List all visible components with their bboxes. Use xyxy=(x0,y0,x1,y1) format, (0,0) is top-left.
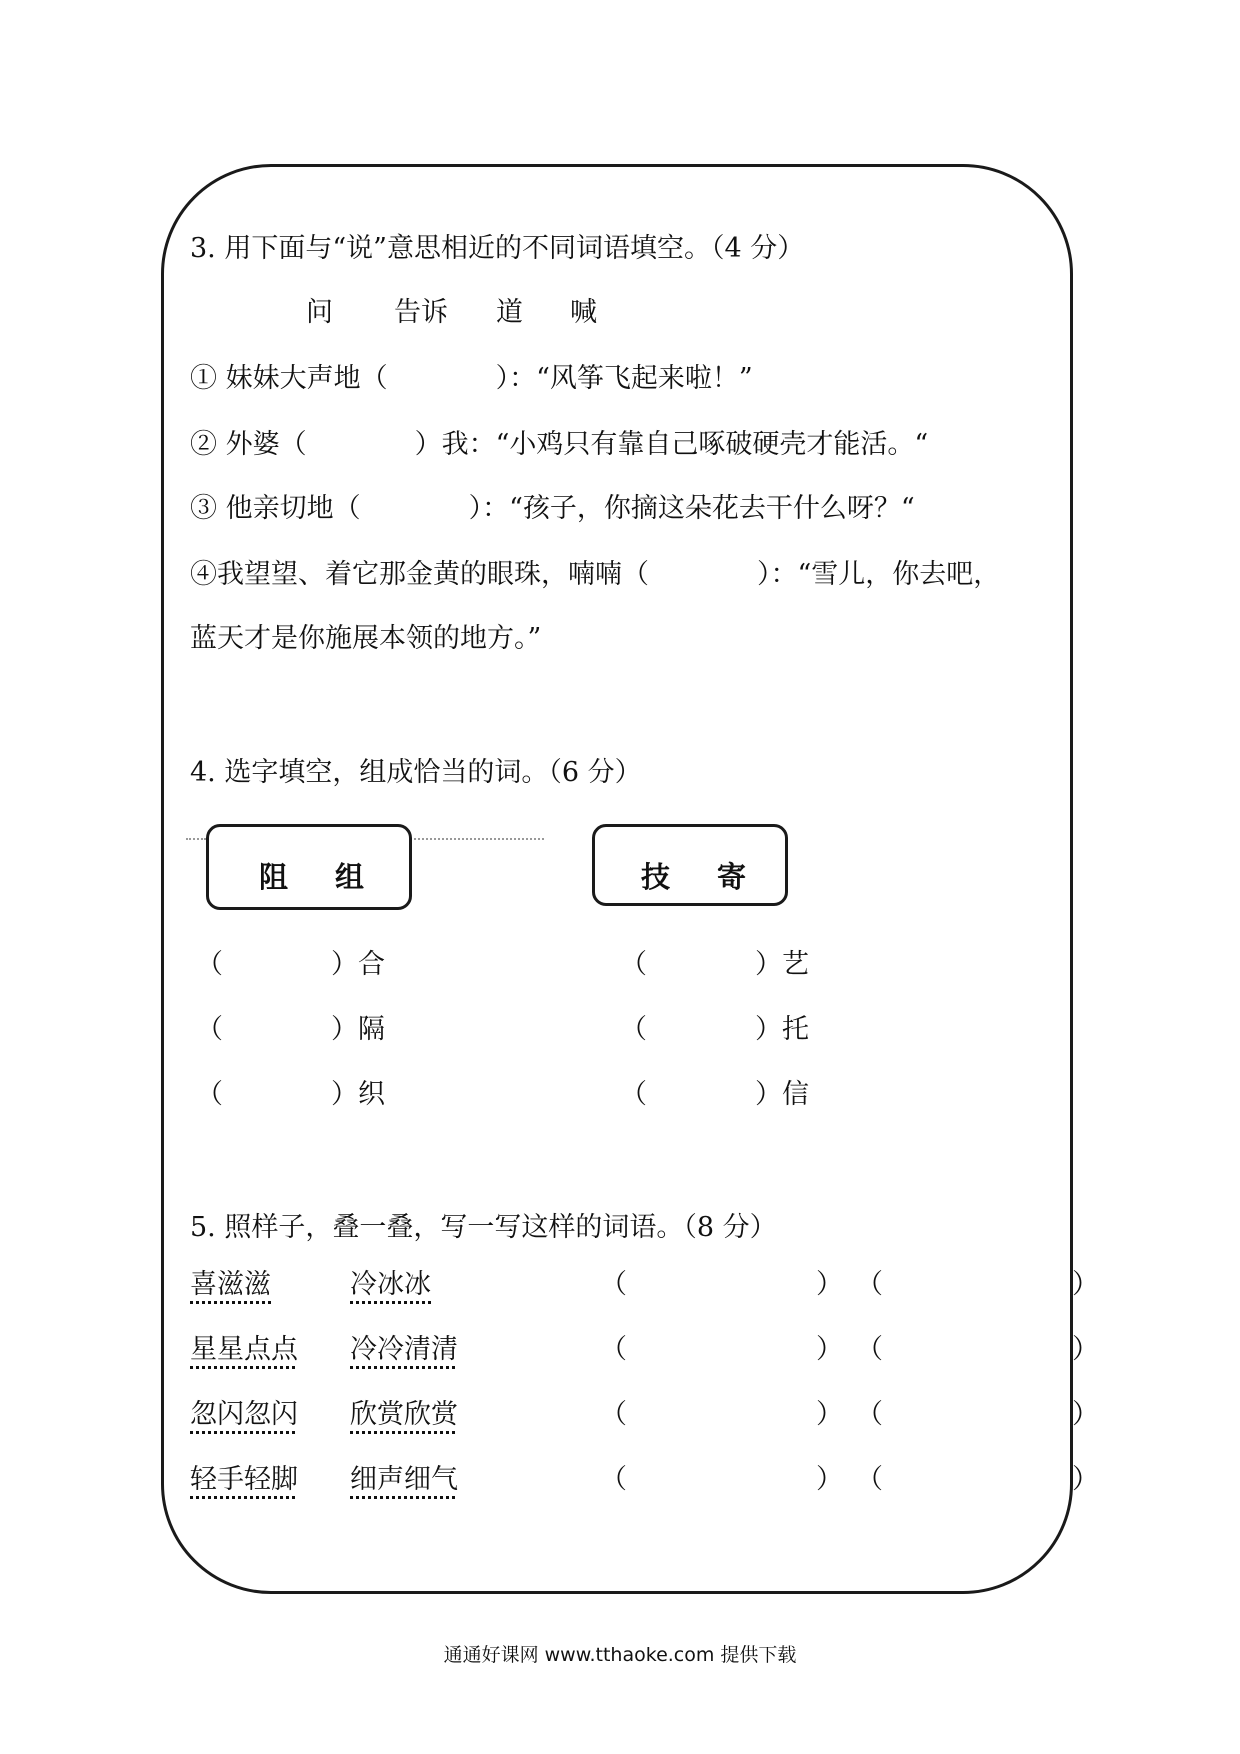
q3-item: ③ 他亲切地（ ）：“孩子，你摘这朵花去干什么呀？“ xyxy=(190,493,915,524)
word-bank-item: 道 xyxy=(496,297,523,328)
q3-title: 3. 用下面与“说”意思相近的不同词语填空。（4 分） xyxy=(190,233,805,264)
answer-blank: （ ） xyxy=(600,1399,843,1430)
char-choice-box-2 xyxy=(592,824,788,906)
q3-word-bank xyxy=(0,296,1240,330)
answer-blank: （ ） xyxy=(600,1464,843,1495)
answer-blank: （ ） xyxy=(856,1269,1099,1300)
dotted-guide xyxy=(414,838,544,840)
char-choice: 阻 xyxy=(259,860,289,894)
answer-blank: （ ） xyxy=(856,1334,1099,1365)
q5-title: 5. 照样子，叠一叠，写一写这样的词语。（8 分） xyxy=(190,1212,777,1243)
char-choice-box-1 xyxy=(206,824,412,910)
answer-blank: （ ） xyxy=(600,1334,843,1365)
q4-right-item: （ ）托 xyxy=(620,1014,809,1045)
answer-blank: （ ） xyxy=(856,1464,1099,1495)
example-word: 忽闪忽闪 xyxy=(190,1399,298,1430)
example-word: 星星点点 xyxy=(190,1334,298,1365)
char-choice: 寄 xyxy=(717,860,747,894)
answer-blank: （ ） xyxy=(856,1399,1099,1430)
q3-item: ④我望望、着它那金黄的眼珠，喃喃（ ）：“雪儿，你去吧， xyxy=(190,559,1001,590)
q4-right-item: （ ）信 xyxy=(620,1079,809,1110)
example-word: 欣赏欣赏 xyxy=(350,1399,458,1430)
q4-left-item: （ ）隔 xyxy=(196,1014,385,1045)
q4-right-item: （ ）艺 xyxy=(620,949,809,980)
q3-item: 蓝天才是你施展本领的地方。” xyxy=(190,623,542,654)
example-word: 轻手轻脚 xyxy=(190,1464,298,1495)
answer-blank: （ ） xyxy=(600,1269,843,1300)
q3-item: ② 外婆（ ）我：“小鸡只有靠自己啄破硬壳才能活。“ xyxy=(190,429,929,460)
char-choice: 技 xyxy=(641,860,671,894)
dotted-guide xyxy=(186,838,206,840)
q4-title: 4. 选字填空，组成恰当的词。（6 分） xyxy=(190,757,642,788)
word-bank-item: 喊 xyxy=(570,297,597,328)
q4-left-item: （ ）合 xyxy=(196,949,385,980)
q4-left-item: （ ）织 xyxy=(196,1079,385,1110)
word-bank-item: 告诉 xyxy=(394,297,448,328)
example-word: 细声细气 xyxy=(350,1464,458,1495)
example-word: 喜滋滋 xyxy=(190,1269,271,1300)
char-choice: 组 xyxy=(335,860,365,894)
word-bank-item: 问 xyxy=(306,297,333,328)
example-word: 冷冰冰 xyxy=(350,1269,431,1300)
footer-credit: 通通好课网 www.tthaoke.com 提供下载 xyxy=(443,1644,797,1666)
q3-item: ① 妹妹大声地（ ）：“风筝飞起来啦！” xyxy=(190,363,753,394)
example-word: 冷冷清清 xyxy=(350,1334,458,1365)
